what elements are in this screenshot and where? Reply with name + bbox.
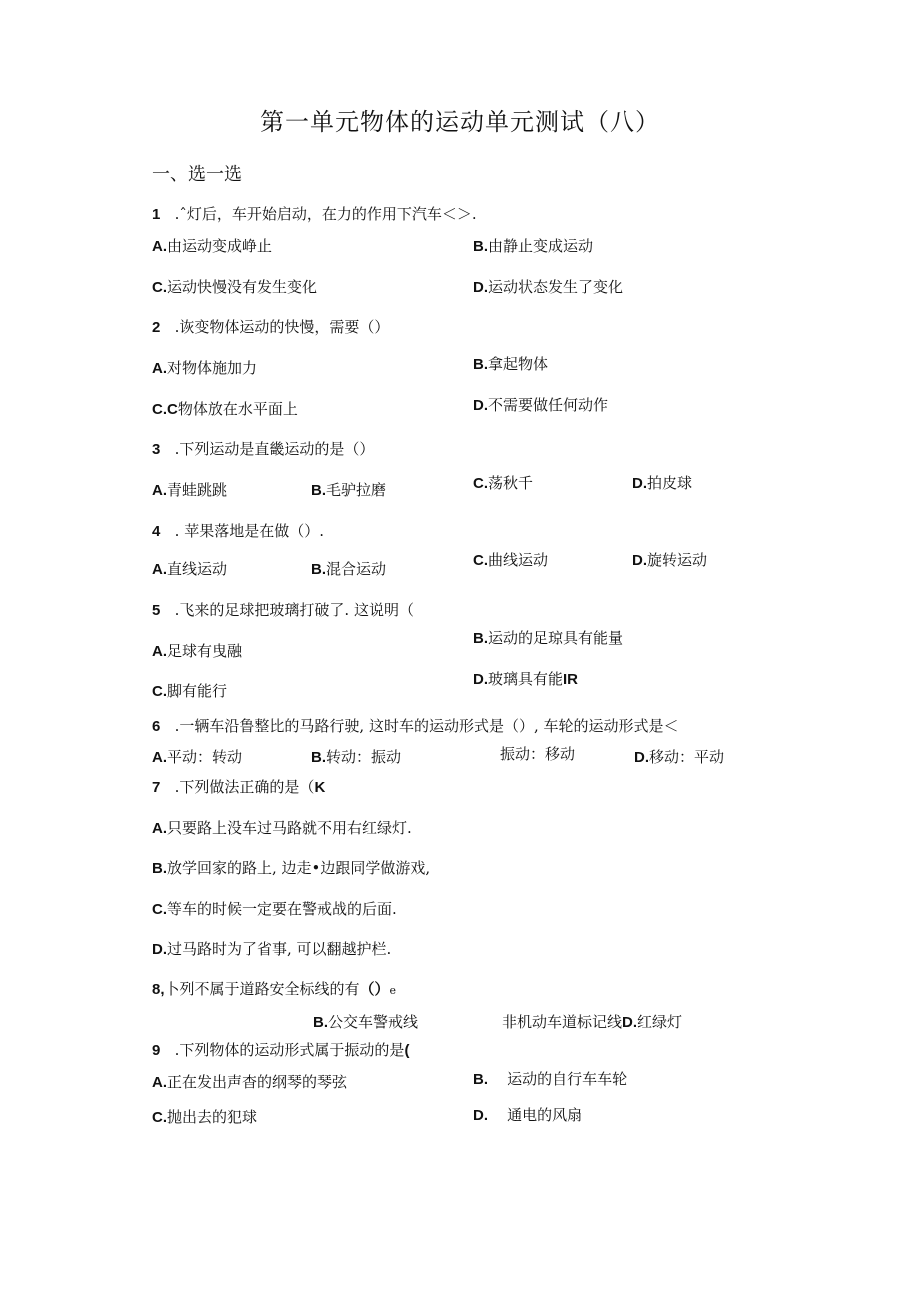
question-8 [152,978,396,999]
question-number: 5 [152,602,161,619]
option-a [152,640,242,661]
option-text: 运动状态发生了变化 [488,278,624,296]
option-key: B. [313,1014,328,1031]
option-c [152,1106,257,1127]
option-tail: IR [563,671,579,688]
option-text: 青蛙跳跳 [167,481,228,499]
option-d [632,472,692,493]
question-text: .诙变物体运动的快慢，需要（） [174,318,390,336]
option-d [152,938,391,959]
option-text: 拍皮球 [647,474,693,492]
question-text: . 苹果落地是在做（）. [174,522,324,540]
option-key: A. [152,238,167,255]
option-text: 毛驴拉磨 [326,481,387,499]
option-key: B. [473,356,488,373]
question-2 [152,316,389,337]
option-a [152,746,242,767]
question-number: 4 [152,523,161,540]
page-title: 第一单元物体的运动单元测试（八） [260,108,660,136]
option-key: B. [152,860,167,877]
question-text: 卜列不属于道路安全标线的有 [164,980,360,998]
question-number: 6 [152,718,161,735]
question-text: .一辆车沿鲁整比的马路行驶, 这时车的运动形式是（）, 车轮的运动形式是＜ [174,717,679,735]
option-text: 等车的时候一定要在警戒战的后面. [167,900,397,918]
option-key: D. [622,1014,638,1031]
option-b [311,479,386,500]
question-tail: ( [404,1042,410,1059]
option-b [473,235,593,256]
question-9 [152,1039,409,1060]
question-1 [152,203,477,224]
option-a [152,235,272,256]
option-key: C. [152,901,167,918]
option-text: 物体放在水平面上 [177,400,298,418]
option-c [502,1011,682,1032]
option-key: D. [632,475,647,492]
option-key: A. [152,820,167,837]
option-text: 足球有曳融 [167,642,243,660]
option-text: 转动：振动 [326,748,402,766]
question-number: 1 [152,206,161,223]
question-7 [152,776,325,797]
option-d [632,549,707,570]
option-c [473,549,548,570]
option-c [500,743,575,764]
option-text: 运动快慢没有发生变化 [167,278,318,296]
option-key: A. [152,1074,167,1091]
option-c [152,276,317,297]
option-key: C. [152,683,167,700]
option-key: C. [152,1109,167,1126]
option-c [152,898,397,919]
option-text: 荡秋千 [488,474,534,492]
option-b [313,1011,418,1032]
option-b [473,627,623,648]
option-c [473,472,533,493]
question-number: 7 [152,779,161,796]
option-text: 不需要做任何动作 [488,396,609,414]
option-text: 混合运动 [326,560,387,578]
option-text: 放学回家的路上, 边走•边跟同学做游戏, [167,859,431,877]
option-b [473,1068,627,1089]
question-number: 8, [152,981,165,998]
option-text: 红绿灯 [637,1013,683,1031]
option-text: 曲线运动 [488,551,549,569]
option-text: 振动：移动 [500,745,576,763]
option-key: A. [152,643,167,660]
option-text: 由静止变成运动 [488,237,594,255]
question-text: .下列物体的运动形式属于振动的是 [174,1041,405,1059]
question-tail: （） [359,981,390,998]
option-key: C. [473,552,488,569]
question-3 [152,438,374,459]
option-text: 旋转运动 [647,551,708,569]
option-d [634,746,724,767]
option-a [152,479,227,500]
option-b [152,857,430,878]
option-d [473,668,578,689]
option-d [473,276,623,297]
option-text: 正在发出声杳的纲琴的琴弦 [167,1073,348,1091]
option-key: D. [634,749,649,766]
option-key: D. [473,1107,488,1124]
option-text: 玻璃具有能 [488,670,564,688]
question-6 [152,715,679,736]
option-key: B. [473,1071,488,1088]
option-key: A. [152,749,167,766]
question-number: 3 [152,441,161,458]
question-end: e [389,984,397,997]
option-text: 过马路时为了省事, 可以翻越护栏. [167,940,392,958]
question-5 [152,599,414,620]
option-text: 运动的自行车车轮 [507,1070,628,1088]
option-text: 只要路上没车过马路就不用右红绿灯. [167,819,412,837]
option-b [311,558,386,579]
option-key: D. [473,397,488,414]
option-text: 直线运动 [167,560,228,578]
option-text: 由运动变成峥止 [167,237,273,255]
option-key: A. [152,360,167,377]
option-key: C. [152,279,167,296]
option-a [152,558,227,579]
option-a [152,357,257,378]
question-4 [152,520,324,541]
option-key: D. [632,552,647,569]
option-key: D. [473,671,488,688]
option-b [311,746,401,767]
question-text: .ˆ灯后，车开始启动，在力的作用下汽车＜＞. [174,205,477,223]
section-heading: 一、选一选 [152,164,242,185]
option-text: 平动：转动 [167,748,243,766]
option-text: 非机动车道标记线 [502,1013,623,1031]
option-c [152,680,227,701]
option-key: C. [473,475,488,492]
option-text: 抛出去的犯球 [167,1108,258,1126]
option-text: 拿起物体 [488,355,549,373]
option-text: 公交车警戒线 [328,1013,419,1031]
option-key: B. [311,482,326,499]
question-text: .下列做法正确的是（ [174,778,315,796]
question-text: .飞来的足球把玻璃打破了. 这说明（ [174,601,414,619]
option-text: 通电的风扇 [507,1106,583,1124]
option-key: A. [152,561,167,578]
option-key: B. [473,238,488,255]
option-d [473,394,608,415]
option-text: 移动：平动 [649,748,725,766]
option-key: B. [311,749,326,766]
option-d [473,1104,582,1125]
option-text: 对物体施加力 [167,359,258,377]
option-key: D. [152,941,167,958]
question-text: .下列运动是直畿运动的是（） [174,440,375,458]
option-key: B. [311,561,326,578]
option-text: 脚有能行 [167,682,228,700]
option-key: D. [473,279,488,296]
option-key: C.C [152,401,178,418]
question-number: 2 [152,319,161,336]
option-text: 运动的足琼具有能量 [488,629,624,647]
question-tail: K [314,779,326,796]
option-key: A. [152,482,167,499]
option-c [152,398,298,419]
option-key: B. [473,630,488,647]
option-b [473,353,548,374]
option-a [152,1071,347,1092]
option-a [152,817,412,838]
question-number: 9 [152,1042,161,1059]
